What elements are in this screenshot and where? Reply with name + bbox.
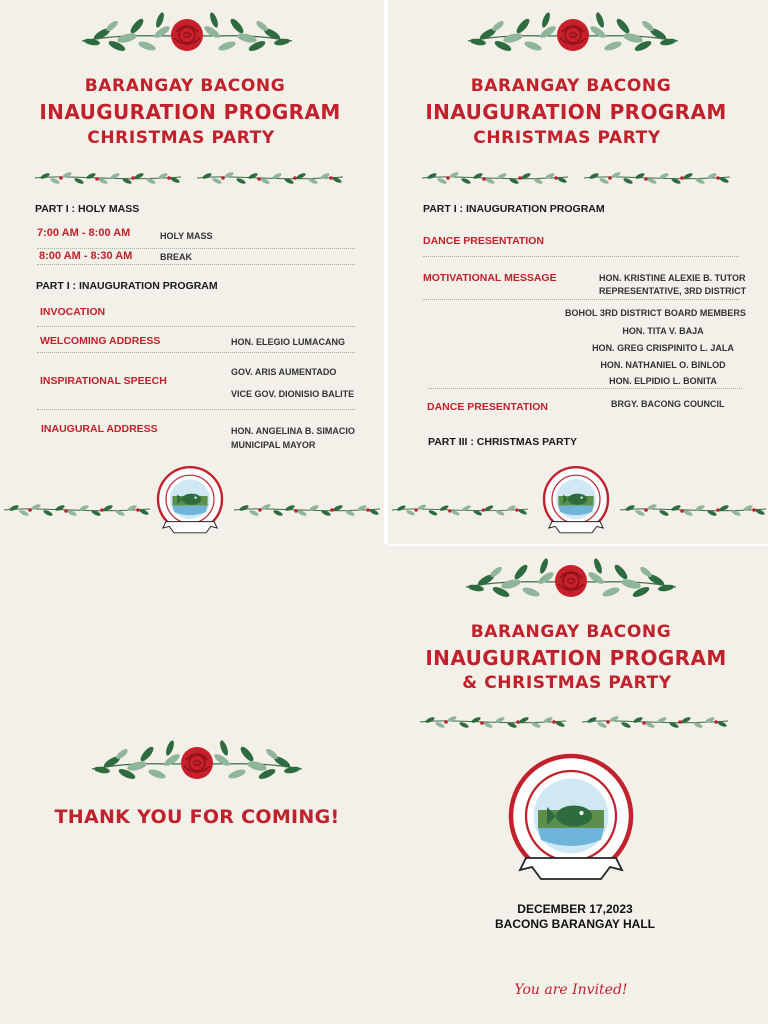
event-venue: BACONG BARANGAY HALL (494, 917, 655, 931)
garland-icon (582, 168, 732, 188)
inspirational-speaker-2: VICE GOV. DIONISIO BALITE (231, 389, 355, 399)
barangay-title: BARANGAY BACONG (84, 76, 286, 96)
part-holy-mass-heading: PART I : HOLY MASS (35, 203, 140, 215)
mass-label: HOLY MASS (160, 231, 213, 241)
garland-icon (580, 712, 730, 732)
barangay-title: BARANGAY BACONG (470, 76, 672, 96)
board-member: HON. ELPIDIO L. BONITA (609, 376, 717, 386)
board-members-heading: BOHOL 3RD DISTRICT BOARD MEMBERS (565, 308, 746, 318)
welcoming-speaker: HON. ELEGIO LUMACANG (231, 337, 345, 347)
divider (37, 326, 355, 327)
inaugural-address-item: INAUGURAL ADDRESS (41, 423, 158, 435)
floral-rose-icon (448, 8, 698, 58)
program-title: INAUGURATION PROGRAM (425, 100, 727, 124)
inaugural-speaker: HON. ANGELINA B. SIMACIO (231, 426, 355, 436)
motivational-message-item: MOTIVATIONAL MESSAGE (423, 272, 557, 284)
barangay-title: BARANGAY BACONG (470, 622, 672, 642)
garland-icon (418, 712, 568, 732)
dance-presentation-item-2: DANCE PRESENTATION (427, 401, 548, 413)
motivational-speaker: HON. KRISTINE ALEXIE B. TUTOR (599, 273, 746, 283)
part-inauguration-heading: PART I : INAUGURATION PROGRAM (423, 203, 605, 215)
invitation-cover-panel (388, 546, 768, 1024)
divider (423, 299, 739, 300)
garland-icon (618, 500, 768, 520)
garland-icon (390, 500, 530, 520)
invocation-item: INVOCATION (40, 306, 106, 318)
garland-icon (33, 168, 183, 188)
floral-rose-icon (72, 736, 322, 786)
welcoming-address-item: WELCOMING ADDRESS (40, 335, 161, 347)
divider (37, 264, 355, 265)
thank-you-message: THANK YOU FOR COMING! (54, 806, 340, 828)
inaugural-speaker-title: MUNICIPAL MAYOR (231, 440, 316, 450)
board-member: HON. NATHANIEL O. BINLOD (600, 360, 726, 370)
barangay-seal-logo (496, 750, 646, 900)
program-panel-part2 (388, 0, 768, 544)
barangay-seal-logo (150, 464, 230, 544)
divider (37, 352, 355, 353)
motivational-speaker-title: REPRESENTATIVE, 3RD DISTRICT (599, 286, 747, 296)
divider (37, 248, 355, 249)
program-panel-part1 (0, 0, 384, 544)
break-time: 8:00 AM - 8:30 AM (39, 250, 133, 262)
program-title: INAUGURATION PROGRAM (425, 646, 727, 670)
board-member: HON. GREG CRISPINITO L. JALA (592, 343, 734, 353)
party-title: CHRISTMAS PARTY (473, 128, 661, 148)
dance-presentation-item: DANCE PRESENTATION (423, 235, 544, 247)
program-title: INAUGURATION PROGRAM (39, 100, 341, 124)
party-title: & CHRISTMAS PARTY (462, 673, 672, 693)
garland-icon (232, 500, 382, 520)
part-inauguration-heading: PART I : INAUGURATION PROGRAM (36, 280, 218, 292)
part-christmas-party-heading: PART III : CHRISTMAS PARTY (428, 436, 577, 448)
party-title: CHRISTMAS PARTY (87, 128, 275, 148)
council-name: BRGY. BACONG COUNCIL (611, 399, 725, 409)
event-date: DECEMBER 17,2023 (517, 902, 633, 916)
barangay-seal-logo (536, 464, 616, 544)
garland-icon (195, 168, 345, 188)
divider (428, 388, 742, 389)
divider (37, 409, 355, 410)
inspirational-speech-item: INSPIRATIONAL SPEECH (40, 375, 167, 387)
inspirational-speaker-1: GOV. ARIS AUMENTADO (231, 367, 337, 377)
floral-rose-icon (62, 8, 312, 58)
divider (423, 256, 739, 257)
mass-time: 7:00 AM - 8:00 AM (37, 227, 131, 239)
garland-icon (420, 168, 570, 188)
invitation-note: You are Invited! (514, 982, 628, 998)
thank-you-panel (0, 546, 384, 1024)
board-member: HON. TITA V. BAJA (622, 326, 704, 336)
floral-rose-icon (446, 554, 696, 604)
garland-icon (2, 500, 152, 520)
break-label: BREAK (160, 252, 193, 262)
